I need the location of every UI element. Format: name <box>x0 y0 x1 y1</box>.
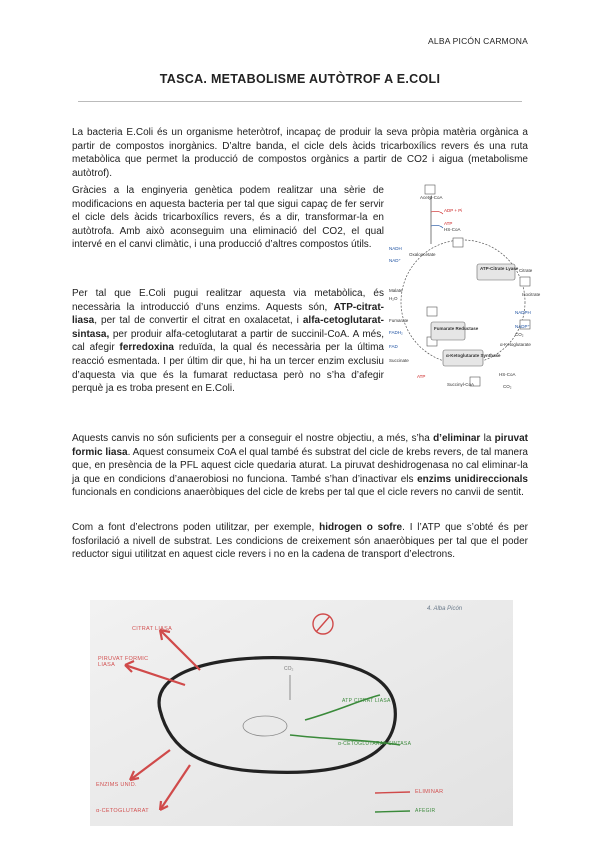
enzyme-kg-synthase: α-Ketoglutarate Synthase <box>446 353 501 358</box>
node-ketoglutarate: α-Ketoglutarate <box>500 342 531 347</box>
genetic-engineering-paragraph: Gràcies a la enginyeria genètica podem realitzar una sèrie de modificacions en aquesta bacteria per tal que sigui capaç de fer servir el cicle dels àcids tricarboxílics revers, és a dir, transformar-la en autòtrofa. Amb això aconseguim una eliminació del CO2, el qual intervé en el canvi climàtic, i una producció d’altres compostos útils. <box>72 185 384 251</box>
sketch-label-alfa-cetoglutarat-sintasa: α-CETOGLUTARAT SINTASA <box>338 741 412 747</box>
node-acetyl-coa: Acetyl-CoA <box>420 195 443 200</box>
cycle-svg <box>387 182 535 394</box>
sketch-legend-green: AFEGIR <box>415 808 436 814</box>
changes-paragraph: Aquests canvis no són suficients per a conseguir el nostre objectiu, a més, s’ha d’eliminar la piruvat formic liasa. Aquest consumeix CoA el qual també és substrat del cicle de krebs revers, de tal manera que, en presència de la PFL aquest cicle quedaria aturat. La piruvat deshidrogenasa no cal eliminar-la ja que en condicions d’anaerobiosi no funciona. També s’han d’inactivar els enzims unidireccionals funcionals en condicions anaeròbiques del cicle de krebs per tal que el cicle revers no canvii de sentit. <box>72 433 529 499</box>
ferredoxina: ferredoxina <box>119 342 174 354</box>
node-malate: Malate <box>389 288 403 293</box>
enzyme-atp-citrate-lyase: ATP-Citrate Lyase <box>480 266 519 271</box>
intro-paragraph: La bacteria E.Coli és un organisme heteròtrof, incapaç de produir la seva pròpia matèria orgànica a partir de compostos inorgànics. D’altre banda, el cicle dels àcids tricarboxílics revers és una ruta metabòlica que permet la producció de compostos orgànics a partir de CO2 i aigua (metabolisme autòtrof). <box>72 127 528 179</box>
node-succinyl-coa: Succinyl-CoA <box>447 382 475 387</box>
sketch-title: 4. Alba Picón <box>427 606 463 612</box>
node-fumarate: Fumarate <box>389 318 409 323</box>
enzyme-atp-citrat-liasa: ATP-citrat-liasa <box>72 301 384 327</box>
node-citrate: Citrate <box>519 268 533 273</box>
sketch-label-piruvat-formic: PIRUVAT FORMIC LIASA <box>98 656 149 668</box>
enzyme-alfa-cetoglutarat-sintasa: alfa-cetoglutarat-sintasa, <box>72 315 384 340</box>
hidrogen-sofre: hidrogen o sofre <box>319 522 403 533</box>
sketch-legend-red: ELIMINAR <box>415 789 444 795</box>
sketch-label-citrat-liasa: CITRAT LIASA <box>132 626 173 632</box>
piruvat-formic-liasa: piruvat formic liasa <box>72 433 529 458</box>
handdrawn-sketch <box>90 600 513 826</box>
title-divider <box>78 101 522 102</box>
author-name: ALBA PICÓN CARMONA <box>428 36 528 46</box>
node-isocitrate: Isocitrate <box>522 292 541 297</box>
enzyme-fumarate-reductase: Fumarate Reductase <box>434 326 479 331</box>
sketch-label-enzims-unidir: ENZIMS UNID. <box>96 782 137 788</box>
reverse-tca-diagram: Acetyl-CoA ADP + Pi ATP HS-CoA Oxaloacetate ATP-Citrate Lyase Citrate NADH NAD⁺ Malate H₂O Isocitrate NADPH NADP⁺ CO₂ Fumarate Fumarate Reductase FADH₂ FAD α-Ketoglutarate α-Ketoglutarate Synthase Succinate ATP Succinyl-CoA HS-CoA CO₂ <box>387 182 535 394</box>
enzims-unidireccionals: enzims unidireccionals <box>417 473 528 485</box>
node-oxaloacetate: Oxaloacetate <box>409 252 436 257</box>
sketch-label-cetoglutarat: α-CETOGLUTARAT <box>96 808 149 814</box>
sketch-label-atp-citrat: ATP CITRAT LIASA <box>342 698 391 704</box>
enzymes-paragraph: Per tal que E.Coli pugui realitzar aquesta via metabòlica, és necessària la introducció d’uns enzims. Aquests són, ATP-citrat-liasa, per tal de convertir el citrat en oxalacetat, i alfa-cetoglutarat-sintasa, per produir alfa-cetoglutarat a partir de succinil-CoA. A més, cal afegir ferredoxina reduïda, la qual és necessària per la última reacció esmentada. I per últim dir que, hi ha un tercer enzim exclusiu d’aquesta via que és la fumarat reductasa però no s’ha d’afegir perquè ja es troba present en E.Coli. <box>72 288 384 395</box>
sketch-label-co2: CO₂ <box>284 666 294 672</box>
page-title: TASCA. METABOLISME AUTÒTROF A E.COLI <box>159 72 441 86</box>
electrons-paragraph: Com a font d’electrons poden utilitzar, per exemple, hidrogen o sofre. I l’ATP que s’obté és per fosforilació a nivell de substrat. Les condicions de creixement són anaeròbiques per tal que el poder reductor sigui utilitzat en aquest cicle revers i no en la cadena de transport d’electrons. <box>72 522 528 561</box>
sketch-svg <box>90 600 513 826</box>
node-succinate: Succinate <box>389 358 409 363</box>
